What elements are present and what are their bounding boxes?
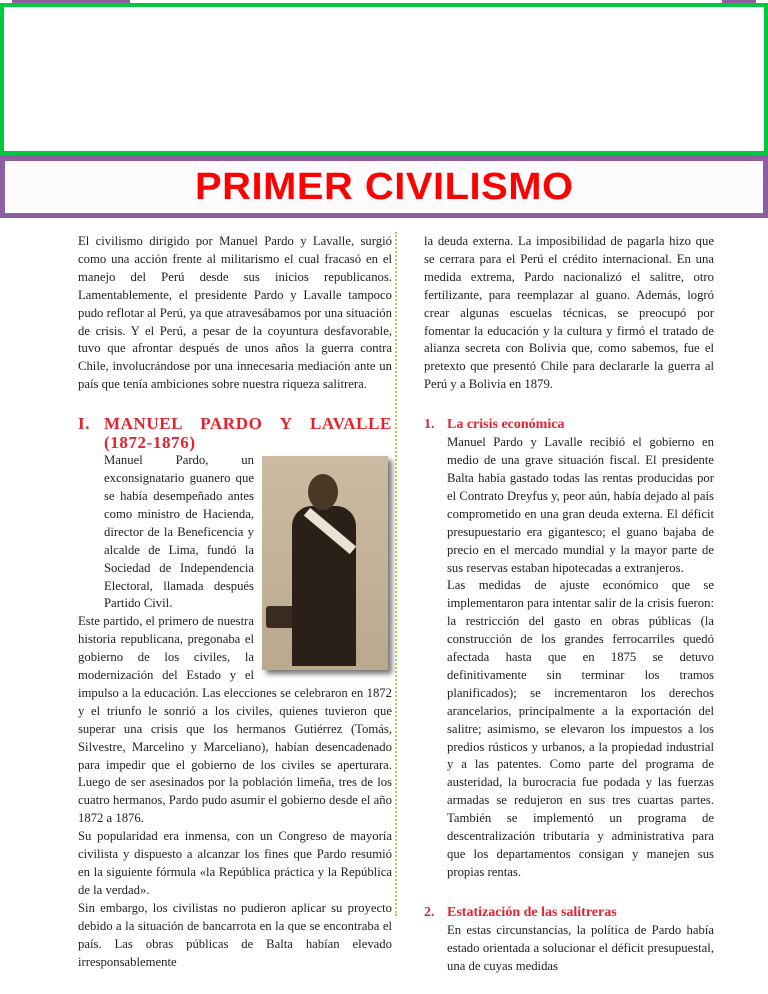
section-heading: I. MANUEL PARDO Y LAVALLE (1872-1876) — [78, 414, 392, 453]
paragraph: Su popularidad era inmensa, con un Congreso de mayoría civilista y dispuesto a alcanzar los fines que Pardo resumió en la siguiente fórmula «la República práctica y la República de la verdad». — [78, 829, 392, 897]
paragraph: En estas circunstancias, la política de Pardo había estado orientada a solucionar el déficit presupuestal, una de cuyas medidas — [447, 922, 714, 973]
header-frame — [0, 3, 768, 155]
paragraph: la deuda externa. La imposibilidad de pagarla hizo que se cerrara para el Perú el crédito internacional. En una medida extrema, Pardo nacionalizó el salitre, otro fertilizante, para reemplazar al guano. Además, logró crear algunas escuelas técnicas, se preocupó por fomentar la educación y la cultura y firmó el tratado de alianza secreta con Bolivia que, como sabemos, fue el pretexto que presentó Chile para declararle la guerra al Perú y a Bolivia en 1879. — [424, 234, 714, 392]
subsection-heading: 1. La crisis económica — [424, 417, 565, 433]
column-divider — [395, 232, 397, 916]
left-column — [78, 233, 392, 971]
page-title: PRIMER CIVILISMO — [194, 165, 574, 208]
paragraph: Manuel Pardo, un exconsignatario guanero que se había desempeñado antes como ministro de Hacienda, director de la Beneficencia y alcalde de Lima, fundó la Sociedad de Independencia Electoral, llamada después Partido Civil. — [104, 453, 254, 611]
paragraph: Este partido, el primero de nuestra historia republicana, pregonaba el gobierno de los civiles, la modernización del Estado y el impulso a la educación. Las elecciones se celebraron en 1872 y el triunfo le sonrió a los civiles, quienes tuvieron que superar una crisis que los hermanos Gutiérrez (Tomás, Silvestre, Marcelino y Marceliano), habían desencadenado para impedir que el gobierno de los civiles se aperturara. Luego de ser asesinados por la población limeña, tres de los cuatro hermanos, Pardo pudo asumir el gobierno desde el año 1872 a 1876. — [78, 614, 392, 826]
paragraph: Sin embargo, los civilistas no pudieron aplicar su proyecto debido a la situación de bancarrota en la que se encontraba el país. Las obras públicas de Balta habían elevado irresponsablemente — [78, 900, 392, 969]
portrait-photo — [262, 456, 388, 670]
title-banner — [0, 155, 768, 218]
right-column — [424, 233, 714, 976]
paragraph: Las medidas de ajuste económico que se implementaron para intentar salir de la crisis fueron: la restricción del gasto en obras públicas (la construcción de los grandes ferrocarriles quedó afectada hasta que en 1875 se detuvo definitivamente sin terminar los tramos planificados); se incrementaron los derechos arancelarios, principalmente a la exportación del salitre; asimismo, se elevaron los impuestos a los predios rústicos y urbanos, a la propiedad industrial y a las patentes. Como parte del programa de austeridad, la burocracia fue podada y las fuerzas armadas se redujeron en sus tres cuartas partes. También se implementó un programa de descentralización tributaria y administrativa para que los departamentos consigan y manejen sus propias rentas. — [447, 578, 714, 879]
intro-paragraph: El civilismo dirigido por Manuel Pardo y Lavalle, surgió como una acción frente al militarismo el cual fracasó en el manejo del Perú desde sus inicios republicanos. Lamentablemente, el presidente Pardo y Lavalle tampoco pudo reflotar al Perú, ya que atravesábamos por una situación de crisis. Y el Perú, a pesar de la coyuntura desfavorable, tuvo que afrontar después de unos años la guerra contra Chile, involucrándose por una innecesaria mediación ante un país que tenía ambiciones sobre nuestra riqueza salitrera. — [78, 234, 392, 392]
subsection-heading: 2. Estatización de las salitreras — [424, 904, 617, 920]
paragraph: Manuel Pardo y Lavalle recibió el gobierno en medio de una grave situación fiscal. El presidente Balta había gastado todas las rentas producidas por el Contrato Dreyfus y, peor aún, había dejado al país comprometido en una gran deuda externa. El déficit presupuestario era gigantesco; el guano bajaba de precio en el mercado mundial y la mayor parte de sus reservas estaban hipotecadas a extranjeros. — [447, 435, 714, 575]
